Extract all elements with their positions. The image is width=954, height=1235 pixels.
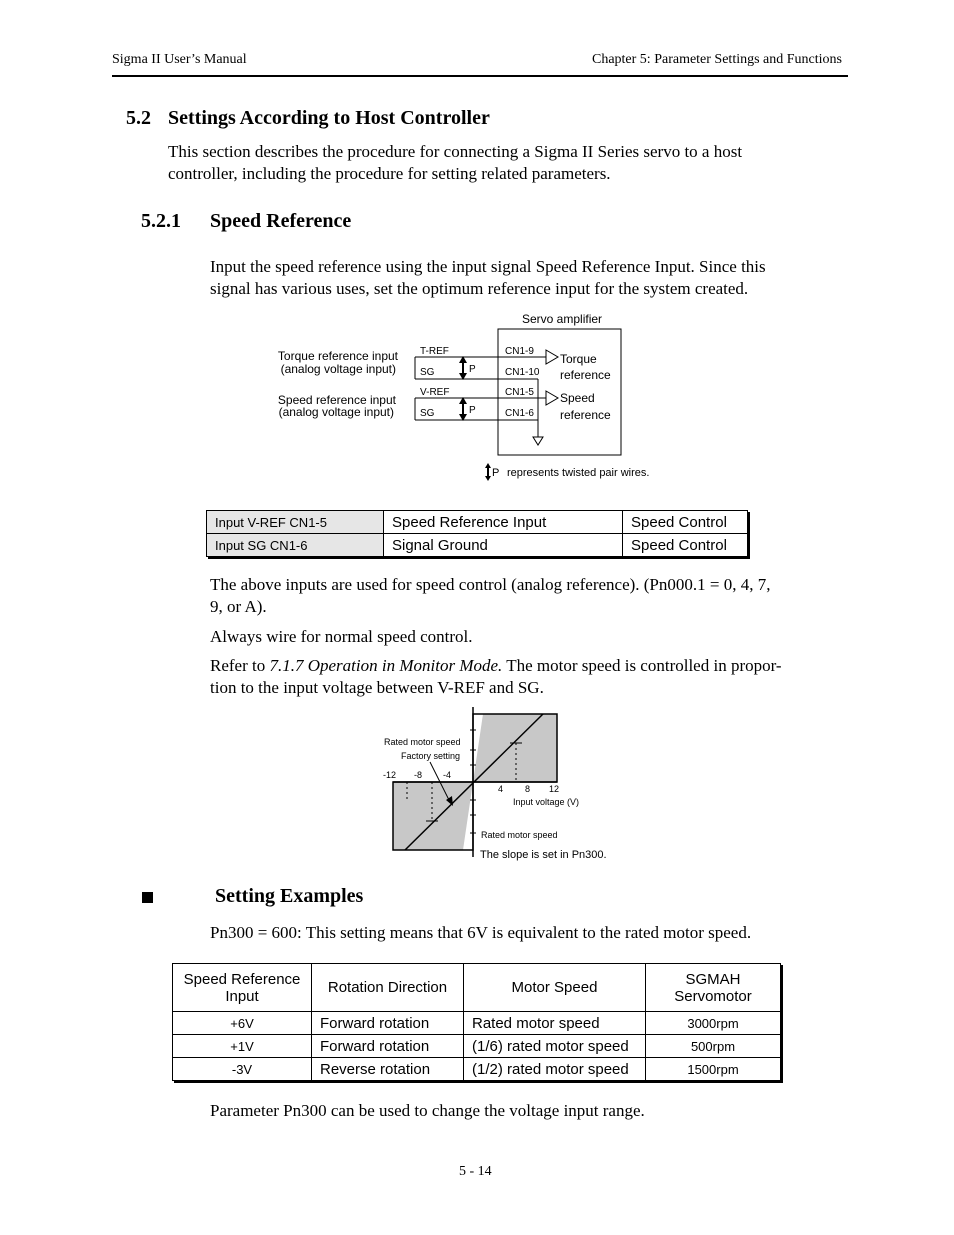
subsection-title: Speed Reference bbox=[210, 210, 352, 232]
examples-intro: Pn300 = 600: This setting means that 6V is equivalent to the rated motor speed. bbox=[210, 923, 752, 942]
column-header: Rotation Direction bbox=[312, 964, 464, 1012]
sig-tref: T-REF bbox=[420, 346, 449, 357]
factory-setting-label: Factory setting bbox=[401, 751, 461, 761]
speed-input-line2: (analog voltage input) bbox=[278, 405, 394, 419]
tick-neg12: -12 bbox=[383, 770, 397, 780]
tick-4: 4 bbox=[498, 784, 504, 794]
section-number: 5.2 bbox=[126, 107, 151, 129]
rated-speed-top: Rated motor speed bbox=[384, 737, 461, 747]
section-title: Settings According to Host Controller bbox=[168, 107, 490, 129]
header-right: Chapter 5: Parameter Settings and Functions bbox=[591, 52, 842, 67]
examples-title: Setting Examples bbox=[215, 885, 364, 907]
rated-speed-bottom: Rated motor speed bbox=[481, 830, 558, 840]
pin-cn1-10: CN1-10 bbox=[505, 367, 540, 378]
para4-suffix: The motor speed is controlled in propor- bbox=[502, 656, 782, 675]
torque-input-line2: (analog voltage input) bbox=[280, 362, 396, 376]
subsection-number: 5.2.1 bbox=[141, 210, 181, 232]
para4-ref: 7.1.7 Operation in Monitor Mode. bbox=[269, 656, 503, 675]
header-rule bbox=[112, 75, 848, 77]
para2-line2: 9, or A). bbox=[210, 597, 267, 616]
x-axis-label: Input voltage (V) bbox=[513, 797, 580, 807]
column-header: Speed Reference Input bbox=[173, 964, 312, 1012]
p-label-2: P bbox=[469, 405, 476, 416]
table-header-row bbox=[173, 964, 781, 1012]
speed-graph bbox=[375, 705, 635, 865]
bullet-icon bbox=[142, 892, 153, 903]
speed-amp-icon bbox=[546, 391, 558, 405]
wiring-diagram bbox=[270, 305, 690, 485]
speed-ref-line2: reference bbox=[560, 408, 611, 422]
table-cell: (1/6) rated motor speed bbox=[464, 1035, 646, 1058]
tick-8: 8 bbox=[525, 784, 531, 794]
examples-footer: Parameter Pn300 can be used to change the voltage input range. bbox=[210, 1101, 645, 1120]
table-row bbox=[173, 1012, 781, 1035]
table-cell: 3000rpm bbox=[646, 1012, 781, 1035]
para2-line1: The above inputs are used for speed control (analog reference). (Pn000.1 = 0, 4, 7, bbox=[210, 575, 771, 594]
para3: Always wire for normal speed control. bbox=[210, 627, 473, 646]
legend-text: represents twisted pair wires. bbox=[507, 467, 650, 479]
table-cell: +6V bbox=[173, 1012, 312, 1035]
table-row bbox=[173, 1058, 781, 1081]
para4-prefix: Refer to bbox=[210, 656, 270, 675]
table-cell: Speed Reference Input bbox=[384, 511, 623, 534]
torque-input-line1: Torque reference input bbox=[277, 349, 398, 363]
column-header: SGMAH Servomotor bbox=[646, 964, 781, 1012]
tick-neg8: -8 bbox=[414, 770, 423, 780]
tick-12: 12 bbox=[549, 784, 560, 794]
table-cell: Speed Control bbox=[623, 534, 748, 557]
tick-neg4: -4 bbox=[443, 770, 452, 780]
ground-icon bbox=[533, 437, 543, 445]
table-row bbox=[173, 1035, 781, 1058]
twisted-pair-legend-icon bbox=[485, 463, 491, 481]
torque-ref-line2: reference bbox=[560, 368, 611, 382]
subsection-para-line1: Input the speed reference using the input signal Speed Reference Input. Since this bbox=[210, 257, 766, 276]
table-cell: Signal Ground bbox=[384, 534, 623, 557]
sig-vref: V-REF bbox=[420, 387, 450, 398]
table-cell: 500rpm bbox=[646, 1035, 781, 1058]
legend-p: P bbox=[492, 467, 500, 479]
page-number: 5 - 14 bbox=[459, 1164, 492, 1179]
sig-sg1: SG bbox=[420, 367, 435, 378]
subsection-para-line2: signal has various uses, set the optimum reference input for the system created. bbox=[210, 279, 749, 298]
torque-amp-icon bbox=[546, 350, 558, 364]
twisted-pair-icon bbox=[459, 356, 467, 380]
speed-ref-line1: Speed bbox=[560, 391, 595, 405]
table-cell: (1/2) rated motor speed bbox=[464, 1058, 646, 1081]
pin-cn1-9: CN1-9 bbox=[505, 346, 534, 357]
table-cell: Input SG CN1-6 bbox=[207, 534, 384, 557]
column-header: Motor Speed bbox=[464, 964, 646, 1012]
slope-note: The slope is set in Pn300. bbox=[480, 849, 607, 861]
speed-input-line1: Speed reference input bbox=[277, 393, 396, 407]
table-row bbox=[207, 534, 748, 557]
table-cell: Forward rotation bbox=[312, 1035, 464, 1058]
table-row bbox=[207, 511, 748, 534]
servo-amplifier-label: Servo amplifier bbox=[522, 312, 603, 326]
table-cell: Speed Control bbox=[623, 511, 748, 534]
table-cell: Input V-REF CN1-5 bbox=[207, 511, 384, 534]
p-label-1: P bbox=[469, 364, 476, 375]
signal-table bbox=[206, 510, 748, 557]
section-intro-line2: controller, including the procedure for setting related parameters. bbox=[168, 164, 611, 183]
para4-line2: tion to the input voltage between V-REF and SG. bbox=[210, 678, 544, 697]
pin-cn1-5: CN1-5 bbox=[505, 387, 534, 398]
table-cell: -3V bbox=[173, 1058, 312, 1081]
section-intro-line1: This section describes the procedure for connecting a Sigma II Series servo to a host bbox=[168, 142, 743, 161]
sig-sg2: SG bbox=[420, 408, 435, 419]
table-cell: 1500rpm bbox=[646, 1058, 781, 1081]
examples-table bbox=[172, 963, 781, 1081]
table-cell: +1V bbox=[173, 1035, 312, 1058]
table-cell: Reverse rotation bbox=[312, 1058, 464, 1081]
header-left: Sigma II User’s Manual bbox=[112, 52, 247, 67]
table-cell: Forward rotation bbox=[312, 1012, 464, 1035]
twisted-pair-icon bbox=[459, 397, 467, 421]
table-cell: Rated motor speed bbox=[464, 1012, 646, 1035]
para4-line1 bbox=[210, 655, 782, 677]
pin-cn1-6: CN1-6 bbox=[505, 408, 534, 419]
torque-ref-line1: Torque bbox=[560, 352, 597, 366]
